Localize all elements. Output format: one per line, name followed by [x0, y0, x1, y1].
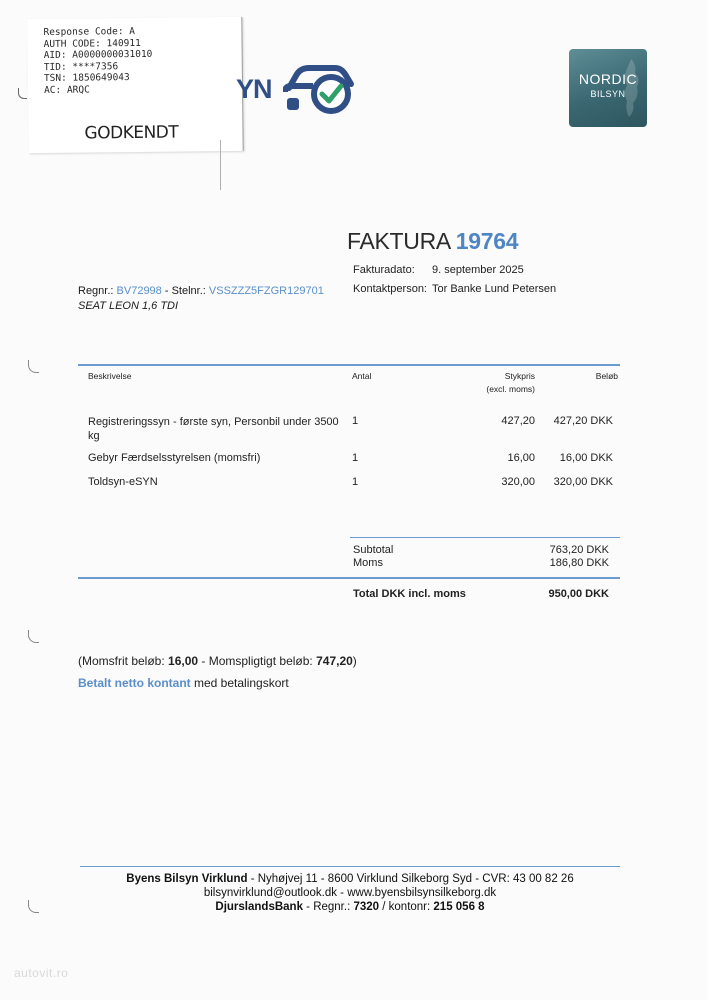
receipt-line: AID: A0000000031010 — [43, 48, 153, 61]
vehicle-model: SEAT LEON 1,6 TDI — [78, 300, 179, 312]
margin-mark — [18, 88, 27, 99]
nordic-map-icon — [617, 57, 643, 119]
hole-punch-mark — [28, 630, 39, 643]
footer-bank-mid: - Regnr.: — [302, 901, 354, 913]
col-header-amount: Beløb — [595, 371, 618, 381]
vat-value: 186,80 DKK — [549, 557, 609, 569]
footer-rule — [80, 866, 620, 867]
row-unit-price: 320,00 — [501, 476, 535, 488]
vat-liable-amount: 747,20 — [316, 654, 353, 668]
subtotal-value: 763,20 DKK — [549, 544, 609, 556]
vat-note-open: (Momsfrit beløb: — [78, 654, 169, 668]
car-check-logo-icon — [283, 58, 359, 120]
row-qty: 1 — [352, 415, 359, 427]
nordic-logo-line2: BILSYN — [590, 89, 626, 99]
col-header-qty: Antal — [352, 371, 372, 381]
hole-punch-mark — [28, 900, 39, 913]
subtotal-rule — [350, 537, 620, 538]
nordic-bilsyn-logo — [569, 49, 647, 127]
total-label: Total DKK incl. moms — [353, 588, 466, 600]
contact-label: Kontaktperson: — [353, 283, 427, 295]
invoice-title — [347, 228, 518, 255]
row-description: Registreringssyn - første syn, Personbil under 3500 kg — [88, 416, 339, 442]
payment-method-rest: med betalingskort — [190, 676, 289, 690]
total-value: 950,00 DKK — [548, 588, 609, 600]
receipt-line: TID: ****7356 — [43, 60, 119, 73]
receipt-lines — [43, 26, 152, 96]
footer-line-company — [80, 873, 620, 885]
invoice-date-value: 9. september 2025 — [432, 264, 524, 276]
receipt-line: TSN: 1850649043 — [43, 72, 130, 84]
card-receipt — [27, 17, 243, 153]
approved-stamp: GODKENDT — [84, 122, 179, 144]
contact-value: Tor Banke Lund Petersen — [432, 283, 557, 295]
hole-punch-mark — [28, 360, 39, 373]
reg-separator: - — [161, 285, 172, 297]
invoice-number: 19764 — [455, 228, 519, 254]
vat-label: Moms — [353, 557, 383, 569]
vat-note-close: ) — [352, 654, 357, 668]
stelnr-label: Stelnr.: — [171, 285, 206, 297]
row-description: Toldsyn-eSYN — [88, 476, 158, 488]
company-logo-text: YN — [236, 74, 272, 104]
vat-free-amount: 16,00 — [168, 654, 199, 668]
footer-bank-name: DjurslandsBank — [215, 901, 303, 913]
invoice-title-label: FAKTURA — [347, 228, 450, 254]
payment-method-highlight: Betalt netto kontant — [78, 676, 191, 690]
receipt-line: Response Code: A — [43, 26, 136, 38]
nordic-logo-line1: NORDIC — [578, 71, 638, 87]
payment-note — [78, 676, 289, 690]
col-header-unit-price-note: (excl. moms) — [486, 384, 535, 394]
footer-konto-label: / kontonr: — [379, 901, 434, 913]
footer-address: - Nyhøjvej 11 - 8600 Virklund Silkeborg Syd - CVR: 43 00 82 26 — [247, 873, 574, 885]
row-amount: 16,00 DKK — [559, 452, 613, 464]
col-header-description: Beskrivelse — [88, 371, 132, 381]
stelnr-value: VSSZZZ5FZGR129701 — [208, 285, 324, 297]
row-description: Gebyr Færdselsstyrelsen (momsfri) — [88, 452, 261, 464]
row-unit-price: 427,20 — [501, 415, 535, 427]
footer-line-contact: bilsynvirklund@outlook.dk - www.byensbilsynsilkeborg.dk — [203, 887, 497, 899]
footer-company-name: Byens Bilsyn Virklund — [126, 873, 248, 885]
receipt-line: AUTH CODE: 140911 — [43, 37, 141, 50]
invoice-date-label: Fakturadato: — [353, 264, 415, 276]
row-qty: 1 — [352, 452, 359, 464]
regnr-value: BV72998 — [116, 285, 162, 297]
vat-breakdown-note — [78, 654, 357, 668]
subtotal-label: Subtotal — [353, 544, 394, 556]
col-header-unit-price: Stykpris — [504, 371, 535, 381]
vat-note-mid: - Momspligtigt beløb: — [198, 654, 317, 668]
vehicle-reg-line — [78, 285, 324, 297]
row-qty: 1 — [352, 476, 359, 488]
receipt-edge — [220, 140, 221, 190]
row-amount: 320,00 DKK — [553, 476, 613, 488]
table-top-rule — [78, 364, 620, 366]
row-unit-price: 16,00 — [507, 452, 535, 464]
total-rule — [78, 577, 620, 579]
site-watermark: autovit.ro — [14, 966, 69, 980]
footer-bank-regnr: 7320 — [353, 901, 380, 913]
receipt-line: AC: ARQC — [43, 83, 90, 96]
regnr-label: Regnr.: — [78, 285, 114, 297]
footer-line-bank — [80, 901, 620, 913]
footer-konto-number: 215 056 8 — [433, 901, 485, 913]
row-amount: 427,20 DKK — [553, 415, 613, 427]
